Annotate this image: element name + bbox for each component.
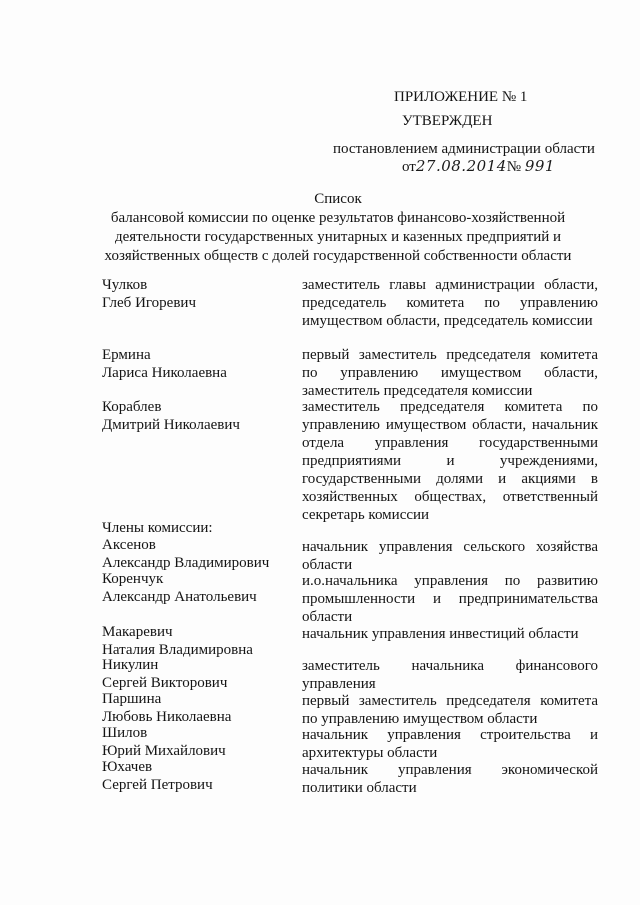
member-1-role: начальник управления сельского хозяйства области xyxy=(302,539,598,573)
member-4-name xyxy=(102,656,227,692)
person-given-name: Дмитрий Николаевич xyxy=(102,417,240,433)
member-2-role: и.о.начальника управления по развитию промышленности и предпринимательства области xyxy=(302,573,598,625)
member-surname: Никулин xyxy=(102,657,159,673)
member-6-role: начальник управления строительства и архитектуры области xyxy=(302,727,598,761)
person-surname: Кораблев xyxy=(102,399,162,415)
approved-label: УТВЕРЖДЕН xyxy=(402,113,493,129)
number-prefix: № xyxy=(506,159,522,175)
handwritten-number: 991 xyxy=(524,157,555,175)
person-2-role: первый заместитель председателя комитета по управлению имуществом области, заместитель председателя комиссии xyxy=(302,347,598,399)
person-surname: Чулков xyxy=(102,277,148,293)
title-line-3: деятельности государственных унитарных и казенных предприятий и xyxy=(114,229,562,245)
person-1-name xyxy=(102,276,196,312)
person-3-name xyxy=(102,398,240,434)
member-given-name: Любовь Николаевна xyxy=(102,709,232,725)
member-given-name: Александр Владимирович xyxy=(102,555,270,571)
from-prefix: от xyxy=(402,159,416,175)
member-5-name xyxy=(102,690,231,726)
member-surname: Коренчук xyxy=(102,571,164,587)
decree-date-line xyxy=(402,157,555,176)
title-line-4: хозяйственных обществ с долей государственной собственности области xyxy=(104,248,572,264)
person-2-name xyxy=(102,346,227,382)
person-given-name: Глеб Игоревич xyxy=(102,295,196,311)
member-3-name xyxy=(102,623,253,659)
member-7-name xyxy=(102,758,213,794)
member-surname: Макаревич xyxy=(102,624,173,640)
person-surname: Ермина xyxy=(102,347,151,363)
person-1-role: заместитель главы администрации области, председатель комитета по управлению имуществом области, председатель комиссии xyxy=(302,277,598,329)
decree-label: постановлением администрации области xyxy=(333,141,595,157)
member-4-role: заместитель начальника финансового управления xyxy=(302,658,598,692)
member-given-name: Сергей Петрович xyxy=(102,777,213,793)
handwritten-date: 27.08.2014 xyxy=(415,157,507,175)
member-given-name: Александр Анатольевич xyxy=(102,589,257,605)
member-6-name xyxy=(102,724,226,760)
title-line-1: Список xyxy=(314,191,362,207)
person-3-role: заместитель председателя комитета по управлению имуществом области, начальник отдела управления государственными предприятиями и учреждениями, государственными долями и акциями в хозяйственных обществах, ответственный секретарь комиссии xyxy=(302,399,598,523)
appendix-label: ПРИЛОЖЕНИЕ № 1 xyxy=(394,89,528,105)
member-5-role: первый заместитель председателя комитета по управлению имуществом области xyxy=(302,693,598,727)
member-2-name xyxy=(102,570,257,606)
member-surname: Юхачев xyxy=(102,759,153,775)
member-given-name: Сергей Викторович xyxy=(102,675,228,691)
person-given-name: Лариса Николаевна xyxy=(102,365,227,381)
member-given-name: Юрий Михайлович xyxy=(102,743,226,759)
title-line-2: балансовой комиссии по оценке результатов финансово-хозяйственной xyxy=(110,210,566,226)
members-heading: Члены комиссии: xyxy=(102,520,213,536)
document-title xyxy=(0,190,640,266)
member-7-role: начальник управления экономической политики области xyxy=(302,762,598,796)
member-given-name: Наталия Владимировна xyxy=(102,642,253,658)
member-1-name xyxy=(102,536,269,572)
member-3-role: начальник управления инвестиций области xyxy=(302,626,579,642)
member-surname: Паршина xyxy=(102,691,162,707)
member-surname: Аксенов xyxy=(102,537,156,553)
member-surname: Шилов xyxy=(102,725,148,741)
